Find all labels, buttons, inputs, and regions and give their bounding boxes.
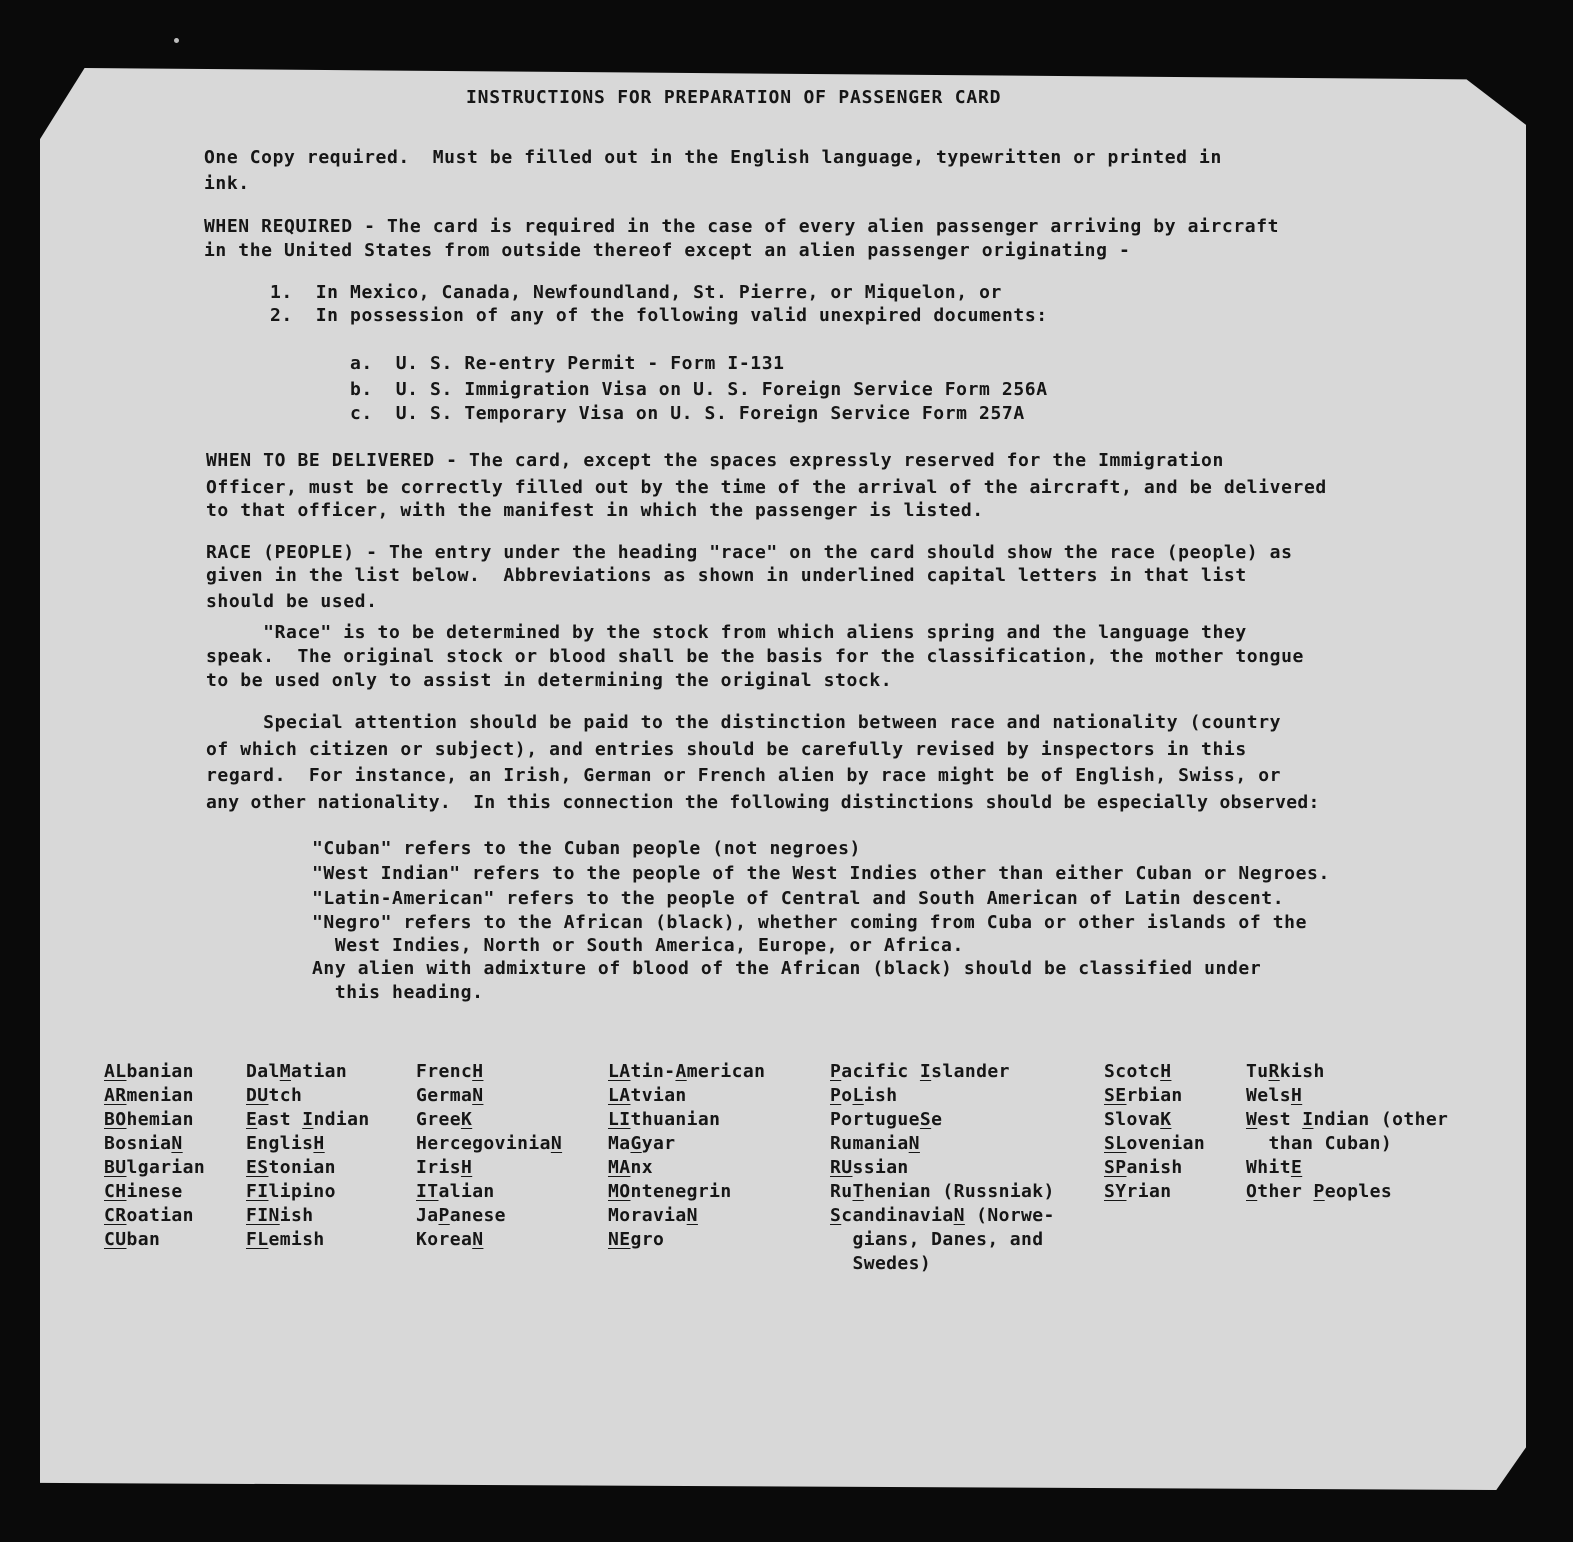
race-list-column-6 (1104, 1060, 1205, 1204)
race-p2-line-1: "Race" is to be determined by the stock from which aliens spring and the language they (206, 622, 1247, 643)
document-b: b. U. S. Immigration Visa on U. S. Foreign Service Form 256A (350, 379, 1048, 400)
race-line-3: should be used. (206, 591, 378, 612)
race-list-item: NEgro (608, 1229, 665, 1250)
when-delivered-line-1: WHEN TO BE DELIVERED - The card, except the spaces expressly reserved for the Immigration (206, 450, 1224, 471)
when-delivered-line-3: to that officer, with the manifest in which the passenger is listed. (206, 500, 984, 521)
race-list-item: RUssian (830, 1157, 909, 1178)
race-list-column-3 (416, 1060, 562, 1252)
race-list-item: MAnx (608, 1157, 653, 1178)
race-list-column-5 (830, 1060, 1055, 1276)
race-list-item: FINish (246, 1205, 314, 1226)
race-list-item: East Indian (246, 1109, 370, 1130)
race-list-item: KoreaN (416, 1229, 484, 1250)
race-p2-line-3: to be used only to assist in determining the original stock. (206, 670, 893, 691)
race-list-item: SYrian (1104, 1181, 1172, 1202)
race-p2-line-2: speak. The original stock or blood shall be the basis for the classification, the mother tongue (206, 646, 1304, 667)
race-list-item: Other Peoples (1246, 1181, 1393, 1202)
race-list-item: JaPanese (416, 1205, 506, 1226)
race-list-item: than Cuban) (1246, 1133, 1393, 1154)
race-list-item: SErbian (1104, 1085, 1183, 1106)
when-required-item-2: 2. In possession of any of the following valid unexpired documents: (270, 305, 1048, 326)
document-c: c. U. S. Temporary Visa on U. S. Foreign Service Form 257A (350, 403, 1025, 424)
race-list-item: Swedes) (830, 1253, 932, 1274)
race-list-item: MOntenegrin (608, 1181, 732, 1202)
race-list-item: RuThenian (Russniak) (830, 1181, 1055, 1202)
when-delivered-line-2: Officer, must be correctly filled out by the time of the arrival of the aircraft, and be delivered (206, 477, 1327, 498)
race-list-item: RumaniaN (830, 1133, 920, 1154)
race-list-item: ITalian (416, 1181, 495, 1202)
race-list-item: West Indian (other (1246, 1109, 1449, 1130)
race-list-item: SPanish (1104, 1157, 1183, 1178)
document-title: INSTRUCTIONS FOR PREPARATION OF PASSENGER CARD (466, 87, 1002, 108)
race-list-item: TuRkish (1246, 1061, 1325, 1082)
race-list-item: LAtvian (608, 1085, 687, 1106)
race-p3-line-1: Special attention should be paid to the distinction between race and nationality (country (206, 712, 1282, 733)
race-list-item: WelsH (1246, 1085, 1303, 1106)
race-list-item: SlovaK (1104, 1109, 1172, 1130)
race-line-2: given in the list below. Abbreviations as shown in underlined capital letters in that list (206, 565, 1247, 586)
race-list-item: GreeK (416, 1109, 473, 1130)
race-list-item: gians, Danes, and (830, 1229, 1044, 1250)
race-list-item: SLovenian (1104, 1133, 1206, 1154)
race-list-item: FrencH (416, 1061, 484, 1082)
race-p3-line-4: any other nationality. In this connection the following distinctions should be especially observed: (206, 792, 1320, 813)
race-list-item: CHinese (104, 1181, 183, 1202)
race-list-item: FIlipino (246, 1181, 336, 1202)
race-list-item: CUban (104, 1229, 161, 1250)
race-list-item: ScandinaviaN (Norwe- (830, 1205, 1055, 1226)
race-list-item: Pacific Islander (830, 1061, 1010, 1082)
race-list-item: EStonian (246, 1157, 336, 1178)
distinction-west-indian: "West Indian" refers to the people of the West Indies other than either Cuban or Negroes. (312, 863, 1330, 884)
race-list-column-4 (608, 1060, 765, 1252)
distinction-latin-american: "Latin-American" refers to the people of Central and South American of Latin descent. (312, 888, 1285, 909)
race-line-1: RACE (PEOPLE) - The entry under the heading "race" on the card should show the race (people) as (206, 542, 1293, 563)
race-list-item: LIthuanian (608, 1109, 721, 1130)
race-list-item: MaGyar (608, 1133, 676, 1154)
race-list-item: IrisH (416, 1157, 473, 1178)
race-list-item: MoraviaN (608, 1205, 698, 1226)
race-list-item: ARmenian (104, 1085, 194, 1106)
race-list-item: BUlgarian (104, 1157, 206, 1178)
document-a: a. U. S. Re-entry Permit - Form I-131 (350, 353, 785, 374)
race-list-item: FLemish (246, 1229, 325, 1250)
race-list-item: GermaN (416, 1085, 484, 1106)
when-required-line-1: WHEN REQUIRED - The card is required in the case of every alien passenger arriving by aircraft (204, 216, 1280, 237)
distinction-admixture-2: this heading. (312, 982, 484, 1003)
race-p3-line-3: regard. For instance, an Irish, German or French alien by race might be of English, Swiss, or (206, 765, 1282, 786)
race-list-item: DUtch (246, 1085, 303, 1106)
race-p3-line-2: of which citizen or subject), and entries should be carefully revised by inspectors in this (206, 739, 1247, 760)
when-required-item-1: 1. In Mexico, Canada, Newfoundland, St. Pierre, or Miquelon, or (270, 282, 1002, 303)
intro-line-1: One Copy required. Must be filled out in the English language, typewritten or printed in (204, 147, 1222, 168)
race-list-item: HercegoviniaN (416, 1133, 563, 1154)
race-list-item: LAtin-American (608, 1061, 766, 1082)
race-list-column-2 (246, 1060, 370, 1252)
race-list-item: EnglisH (246, 1133, 325, 1154)
race-list-item: WhitE (1246, 1157, 1303, 1178)
race-list-column-1 (104, 1060, 205, 1252)
race-list-column-7 (1246, 1060, 1448, 1204)
distinction-negro-1: "Negro" refers to the African (black), whether coming from Cuba or other islands of the (312, 912, 1308, 933)
intro-line-2: ink. (204, 173, 250, 194)
when-required-line-2: in the United States from outside thereof except an alien passenger originating - (204, 240, 1131, 261)
race-list-item: CRoatian (104, 1205, 194, 1226)
race-list-item: DalMatian (246, 1061, 348, 1082)
race-list-item: ALbanian (104, 1061, 194, 1082)
race-list-item: BOhemian (104, 1109, 194, 1130)
distinction-admixture-1: Any alien with admixture of blood of the African (black) should be classified under (312, 958, 1262, 979)
race-list-item: PoLish (830, 1085, 898, 1106)
race-list-item: BosniaN (104, 1133, 183, 1154)
race-list-item: ScotcH (1104, 1061, 1172, 1082)
distinction-cuban: "Cuban" refers to the Cuban people (not negroes) (312, 838, 861, 859)
race-list-item: PortugueSe (830, 1109, 943, 1130)
distinction-negro-2: West Indies, North or South America, Europe, or Africa. (312, 935, 964, 956)
